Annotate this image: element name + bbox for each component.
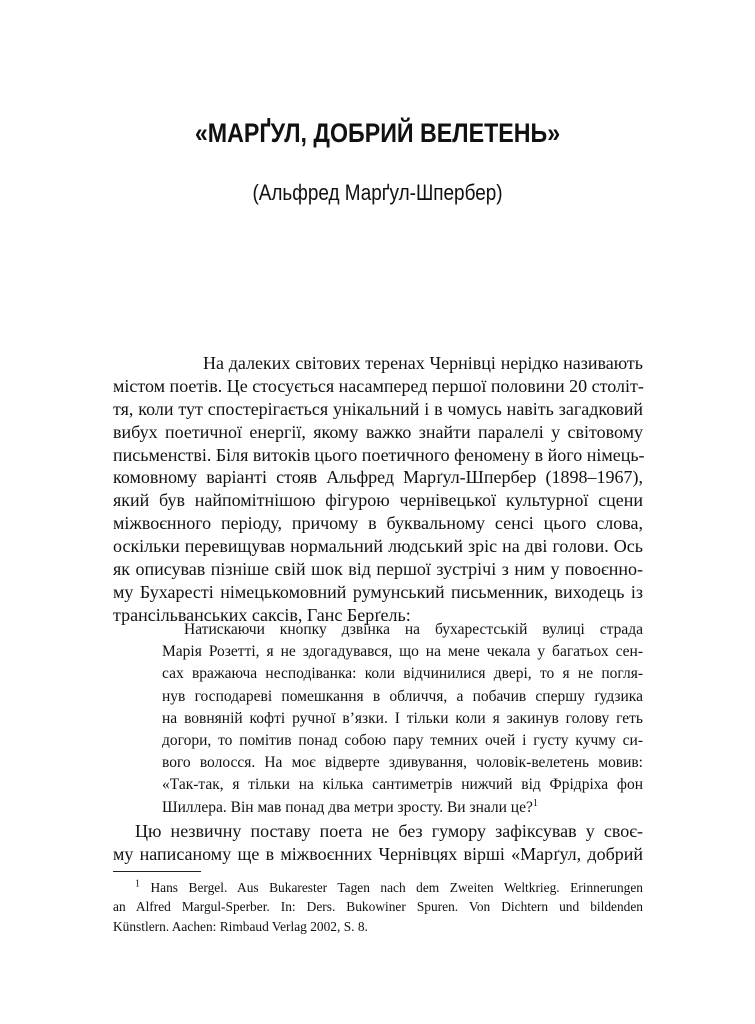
- quote-line: сах вражаюча несподіванка: коли відчинилися двері, то я не погля-: [162, 665, 643, 683]
- footnote: [113, 878, 643, 936]
- text-line: трансільванських саксів, Ганс Берґель:: [113, 604, 411, 625]
- text-line: му написаному ще в міжвоєнних Чернівцях вірші «Марґул, добрий: [113, 843, 643, 864]
- text-line: як описував пізніше свій шок від першої зустрічі з ним у повоєнно-: [113, 559, 643, 580]
- text-line: міжвоєнного періоду, причому в буквальному сенсі цього слова,: [113, 513, 643, 534]
- quote-line: «Так-так, я тільки на кілька сантиметрів нижчий від Фрідріха фон: [162, 776, 643, 794]
- quote-line: вого волосся. На моє відверте здивування, чоловік-велетень мовив:: [162, 754, 643, 772]
- chapter-title: «МАРҐУЛ, ДОБРИЙ ВЕЛЕТЕНЬ»: [194, 118, 561, 148]
- text-line: тя, коли тут спостерігається унікальний і в чомусь навіть загадковий: [113, 398, 643, 419]
- quote-line: нув господареві помешкання в обличчя, а побачив спершу ґудзика: [162, 687, 643, 705]
- quote-line: на вовняній кофті ручної в’язки. І тільки коли я закинув голову геть: [162, 709, 643, 727]
- text-line: Цю незвичну поставу поета не без гумору зафіксував у своє-: [135, 821, 643, 841]
- text-line: вибух поетичної енергії, якому важко знайти паралелі у світовому: [113, 421, 643, 442]
- text-line: На далеких світових теренах Чернівці нерідко називають: [203, 353, 643, 373]
- text-line: му Бухаресті німецькомовний румунський письменник, виходець із: [113, 581, 643, 602]
- paragraph-continuation: [113, 820, 643, 866]
- footnote-number: 1: [135, 878, 140, 890]
- footnote-reference[interactable]: 1: [532, 797, 538, 809]
- footnote-line: an Alfred Margul-Sperber. In: Ders. Bukowiner Spuren. Von Dichtern und bildenden: [113, 899, 643, 915]
- text-line: письменстві. Біля витоків цього поетичного феномену в його німець-: [113, 444, 645, 465]
- paragraph-intro: [113, 352, 643, 627]
- footnote-line: $^1$ Hans Bergel. Aus Bukarester Tagen nach dem Zweiten Weltkrieg. Erinnerungen: [135, 878, 643, 895]
- footnote-line: Künstlern. Aachen: Rimbaud Verlag 2002, S. 8.: [113, 918, 368, 934]
- text-line: оскільки перевищував нормальний людський зріс на дві голови. Ось: [113, 536, 643, 557]
- text-line: комовному варіанті стояв Альфред Марґул-Шпербер (1898–1967),: [113, 467, 643, 488]
- footnote-divider: [113, 871, 201, 872]
- block-quote: [162, 619, 643, 819]
- quote-line: Натискаючи кнопку дзвінка на бухарестській вулиці страда: [184, 621, 643, 638]
- quote-line: Марія Розетті, я не здогадувався, що на мене чекала у багатьох сен-: [162, 643, 643, 661]
- quote-line: догори, то помітив понад собою пару темних очей і густу кучму си-: [162, 731, 643, 749]
- quote-line: Шиллера. Він мав понад два метри зросту. Ви знали це?$^1$: [162, 797, 538, 816]
- text-line: який був найпомітнішою фігурою чернівецької культурної сцени: [113, 490, 643, 511]
- chapter-subtitle: (Альфред Марґул-Шпербер): [252, 180, 503, 205]
- text-line: містом поетів. Це стосується насамперед першої половини 20 століт-: [113, 375, 644, 396]
